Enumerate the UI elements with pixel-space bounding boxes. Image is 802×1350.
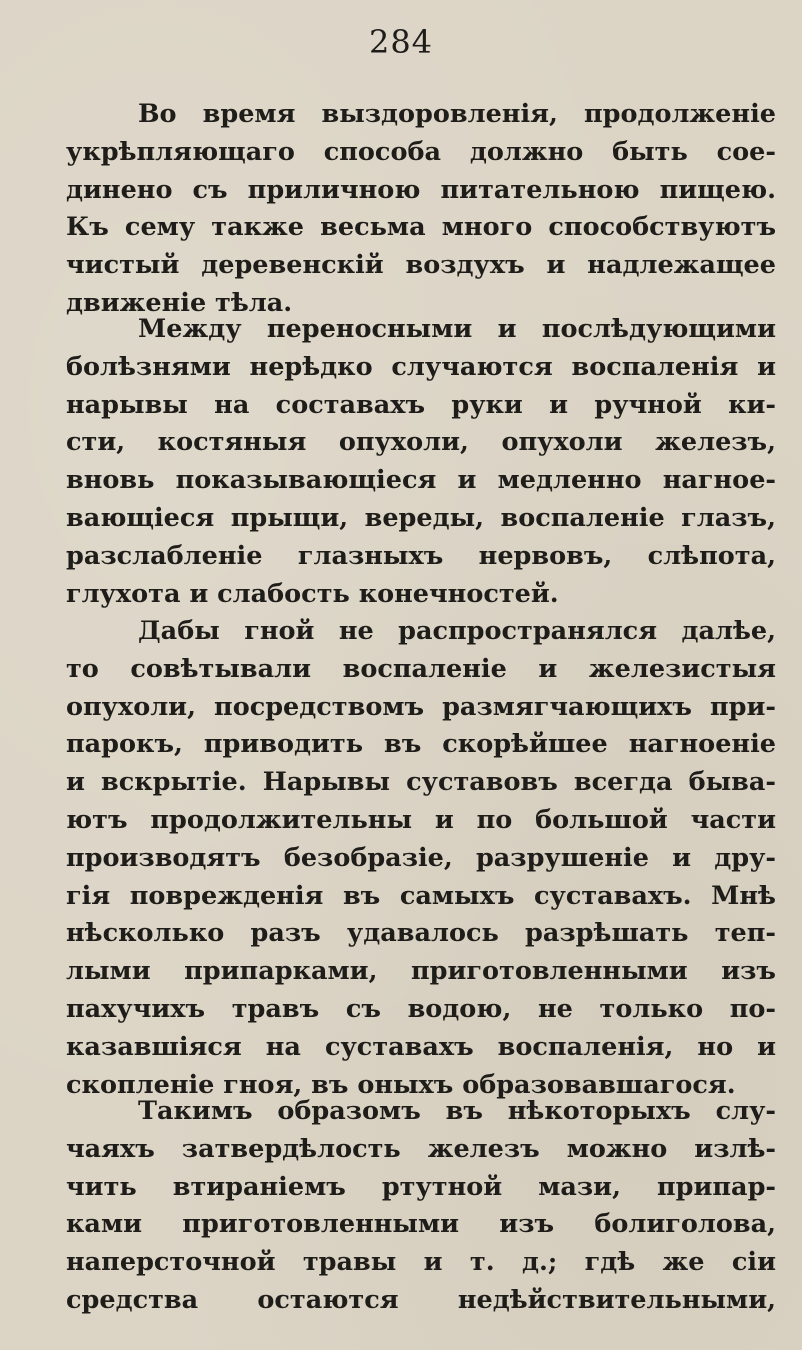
text-line: чаяхъ затвердѣлость железъ можно излѣ- <box>66 1133 776 1164</box>
text-line: ками приготовленными изъ болиголова, <box>66 1209 776 1240</box>
text-line: Дабы гной не распространялся далѣе, <box>138 616 776 646</box>
text-line: нарывы на составахъ руки и ручной ки- <box>66 389 776 420</box>
text-line: и вскрытіе. Нарывы суставовъ всегда быва- <box>66 767 776 798</box>
paragraph-2 <box>66 311 776 613</box>
text-line: укрѣпляющаго способа должно быть сое- <box>66 136 776 167</box>
text-line: чистый деревенскій воздухъ и надлежащее <box>66 250 776 281</box>
text-line: Такимъ образомъ въ нѣкоторыхъ слу- <box>138 1096 776 1126</box>
text-line: наперсточной травы и т. д.; гдѣ же сіи <box>66 1247 776 1278</box>
text-line: средства остаются недѣйствительными, <box>66 1284 776 1315</box>
paragraph-1 <box>66 96 776 323</box>
text-line: динено съ приличною питательною пищею. <box>66 174 776 205</box>
page-number: 284 <box>368 23 434 61</box>
text-line: парокъ, приводить въ скорѣйшее нагноеніе <box>66 729 776 760</box>
text-line: Къ сему также весьма много способствуютъ <box>66 212 776 243</box>
text-line: вновь показывающіеся и медленно нагное- <box>66 465 776 496</box>
text-line: ютъ продолжительны и по большой части <box>66 804 776 835</box>
text-line: скопленіе гноя, въ оныхъ образовавшагося. <box>66 1069 736 1100</box>
text-line: чить втираніемъ ртутной мази, припар- <box>66 1171 776 1202</box>
text-line: производятъ безобразіе, разрушеніе и дру- <box>66 842 776 873</box>
text-line: гія поврежденія въ самыхъ суставахъ. Мнѣ <box>66 880 776 911</box>
text-line: опухоли, посредствомъ размягчающихъ при- <box>66 691 776 722</box>
text-line: пахучихъ травъ съ водою, не только по- <box>66 993 776 1024</box>
paragraph-3 <box>66 613 776 1104</box>
text-line: глухота и слабость конечностей. <box>66 578 559 609</box>
text-line: лыми припарками, приготовленными изъ <box>66 956 776 987</box>
text-line: разслабленіе глазныхъ нервовъ, слѣпота, <box>66 540 776 571</box>
text-line: движеніе тѣла. <box>66 287 293 318</box>
text-line: сти, костяныя опухоли, опухоли железъ, <box>66 427 776 458</box>
text-line: нѣсколько разъ удавалось разрѣшать теп- <box>66 918 776 949</box>
text-line: казавшіяся на суставахъ воспаленія, но и <box>66 1031 776 1062</box>
paragraph-4 <box>66 1093 776 1320</box>
text-line: Во время выздоровленія, продолженіе <box>138 99 776 129</box>
text-line: Между переносными и послѣдующими <box>138 314 776 344</box>
text-line: вающіеся прыщи, вереды, воспаленіе глазъ, <box>66 502 776 533</box>
text-line: болѣзнями нерѣдко случаются воспаленія и <box>66 351 776 382</box>
text-line: то совѣтывали воспаленіе и железистыя <box>66 653 776 684</box>
